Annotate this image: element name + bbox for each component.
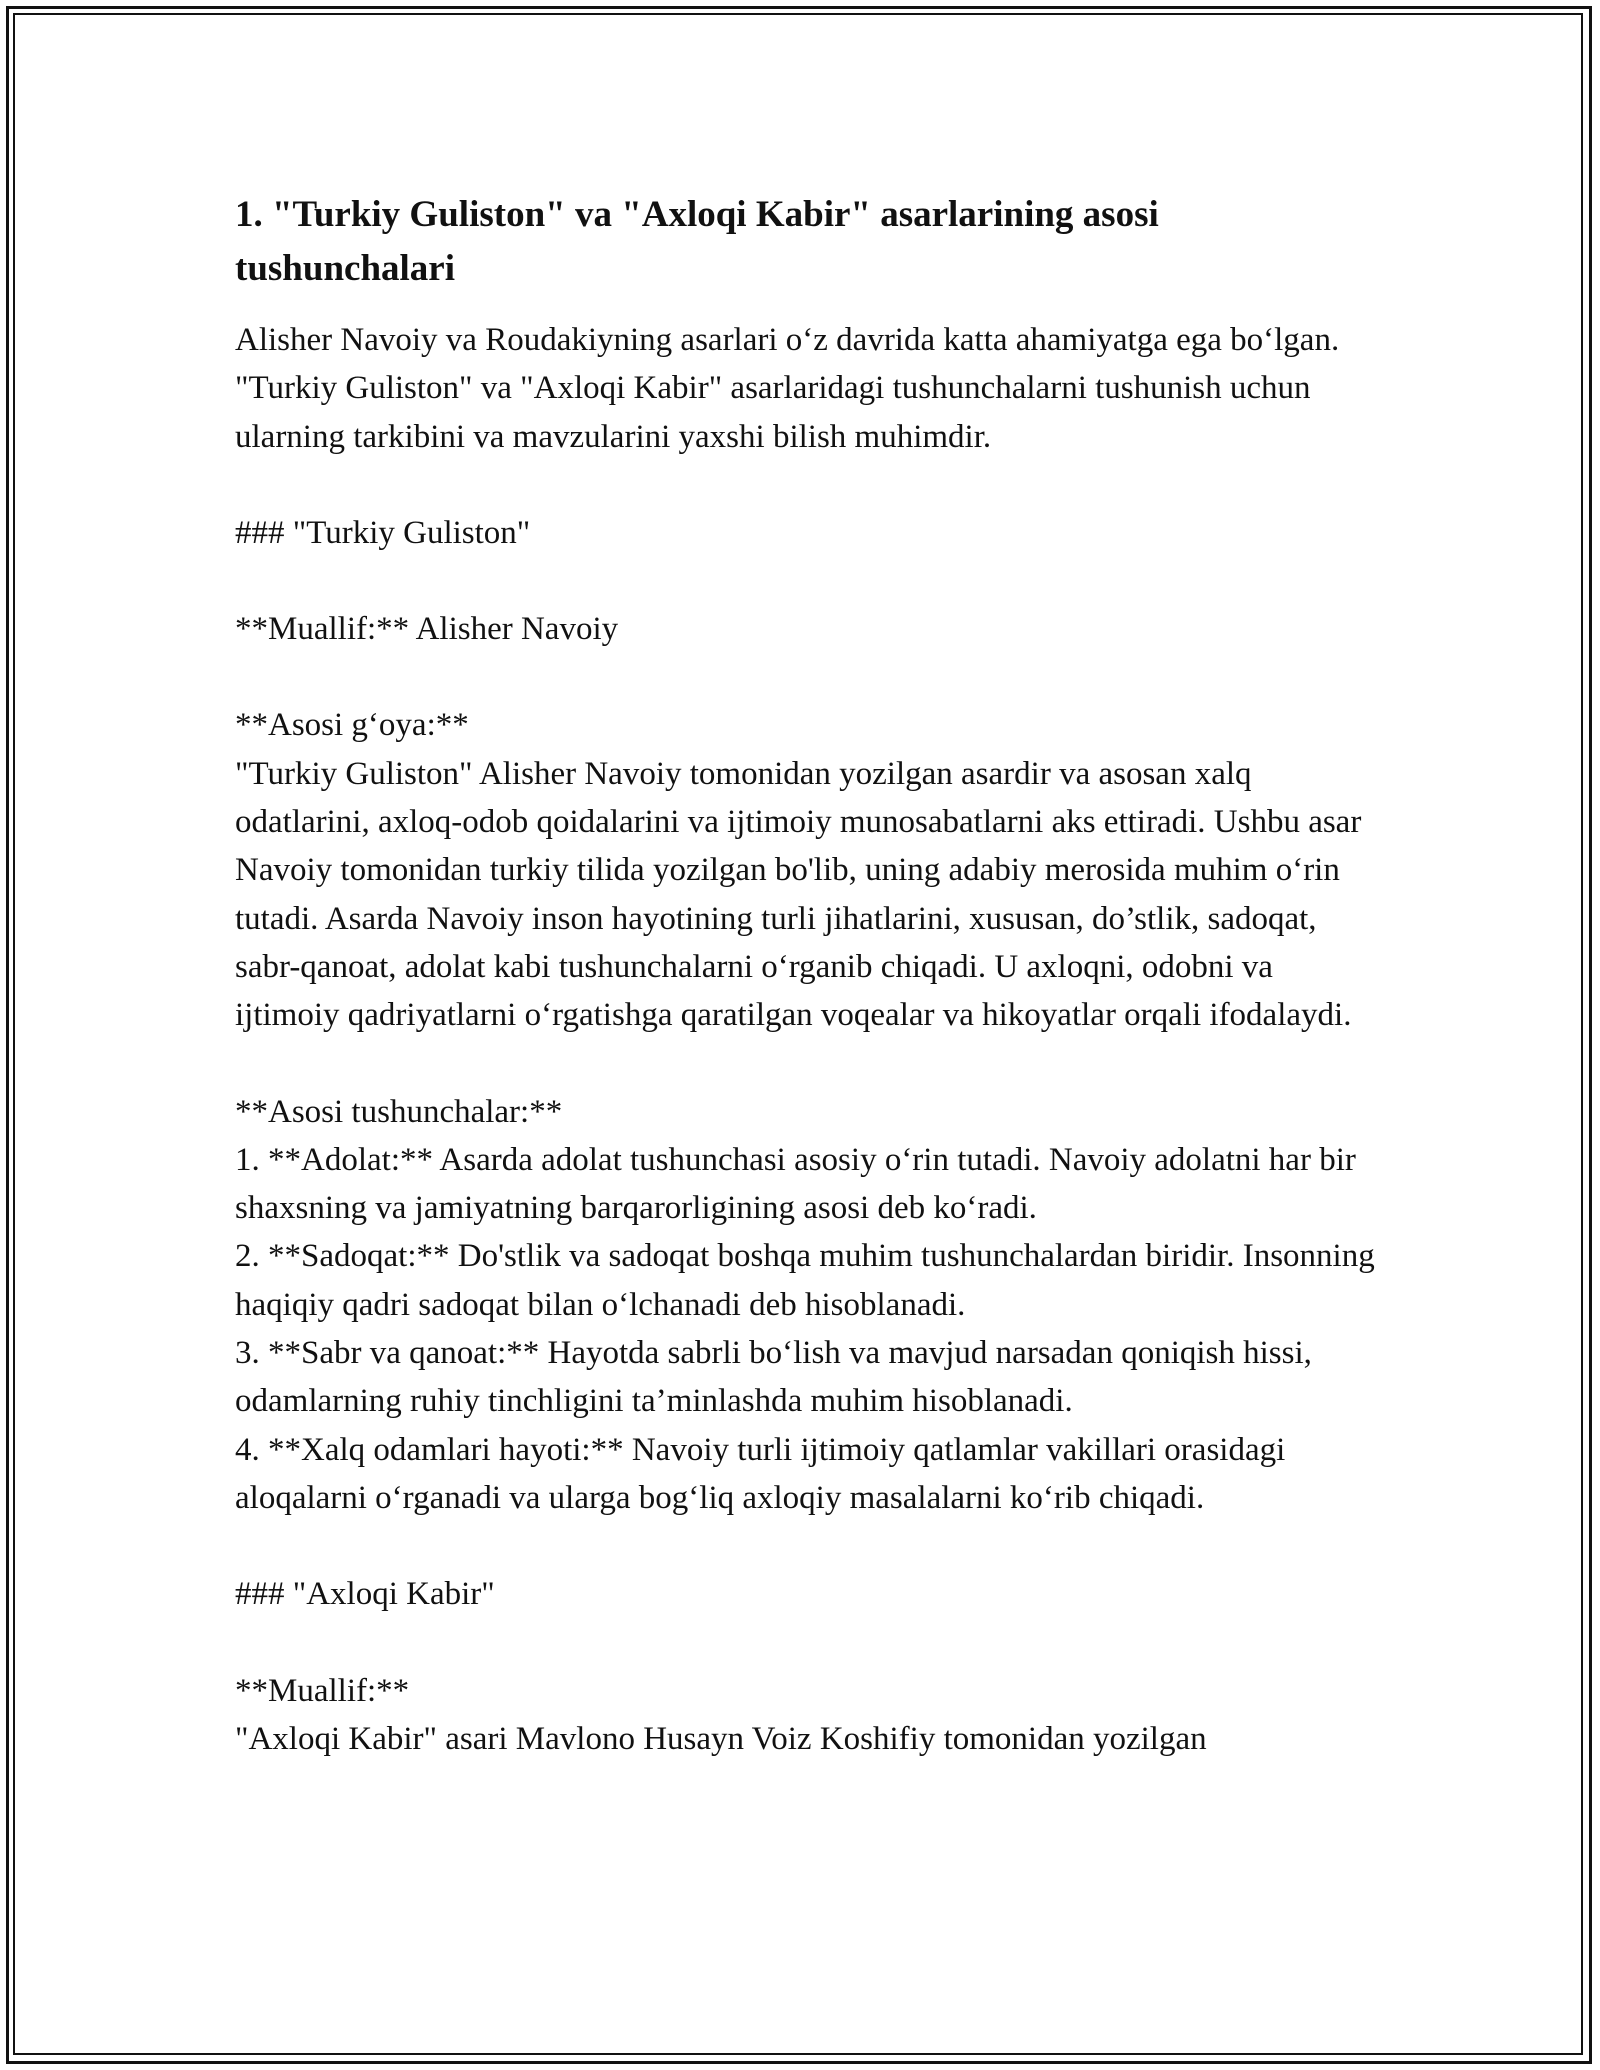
section2-author-label: **Muallif:**: [235, 1672, 410, 1709]
document-body: [235, 188, 1383, 1763]
spacer: [235, 1522, 1375, 1570]
intro-paragraph: Alisher Navoiy va Roudakiyning asarlari o‘z davrida katta ahamiyatga ega bo‘lgan. "Turkiy Guliston" va "Axloqi Kabir" asarlaridagi tushunchalarni tushunish uchun ularning tarkibini va mavzularini yaxshi bilish muhimdir.: [235, 322, 1348, 455]
concept-item-adolat: 1. **Adolat:** Asarda adolat tushunchasi asosiy o‘rin tutadi. Navoiy adolatni har bir shaxsning va jamiyatning barqarorligining asosi deb ko‘radi.: [235, 1141, 1365, 1227]
spacer: [235, 1040, 1375, 1088]
concept-item-xalq: 4. **Xalq odamlari hayoti:** Navoiy turli ijtimoiy qatlamlar vakillari orasidagi aloqalarni o‘rganadi va ularga bog‘liq axloqiy masalalarni ko‘rib chiqadi.: [235, 1431, 1294, 1516]
section2-author-text: "Axloqi Kabir" asari Mavlono Husayn Voiz Koshifiy tomonidan yozilgan: [235, 1720, 1207, 1757]
spacer: [235, 461, 1375, 509]
section1-idea-text: "Turkiy Guliston" Alisher Navoiy tomonidan yozilgan asardir va asosan xalq odatlarini, axloq-odob qoidalarini va ijtimoiy munosabatlarni aks ettiradi. Ushbu asar Navoiy tomonidan turkiy tilida yozilgan bo'lib, uning adabiy merosida muhim o‘rin tutadi. Asarda Navoiy inson hayotining turli jihatlarini, xususan, do’stlik, sadoqat, sabr-qanoat, adolat kabi tushunchalarni o‘rganib chiqadi. U axloqni, odobni va ijtimoiy qadriyatlarni o‘rgatishga qaratilgan voqealar va hikoyatlar orqali ifodalaydi.: [235, 755, 1370, 1034]
section1-author: **Muallif:** Alisher Navoiy: [235, 611, 619, 648]
document-heading: 1. "Turkiy Guliston" va "Axloqi Kabir" asarlarining asosi tushunchalari: [235, 194, 1159, 289]
spacer: [235, 557, 1375, 605]
section-title-axloqi-kabir: ### "Axloqi Kabir": [235, 1576, 495, 1613]
spacer: [235, 1619, 1375, 1667]
concept-item-sabr: 3. **Sabr va qanoat:** Hayotda sabrli bo‘lish va mavjud narsadan qoniqish hissi, odamlarning ruhiy tinchligini ta’minlashda muhim hisoblanadi.: [235, 1335, 1321, 1420]
spacer: [235, 653, 1375, 701]
concept-item-sadoqat: 2. **Sadoqat:** Do'stlik va sadoqat boshqa muhim tushunchalardan biridir. Insonning haqiqiy qadri sadoqat bilan o‘lchanadi deb hisoblanadi.: [235, 1238, 1383, 1323]
section1-idea-label: **Asosi g‘oya:**: [235, 707, 469, 744]
concepts-label: **Asosi tushunchalar:**: [235, 1093, 563, 1130]
section-title-turkiy-guliston: ### "Turkiy Guliston": [235, 514, 531, 551]
